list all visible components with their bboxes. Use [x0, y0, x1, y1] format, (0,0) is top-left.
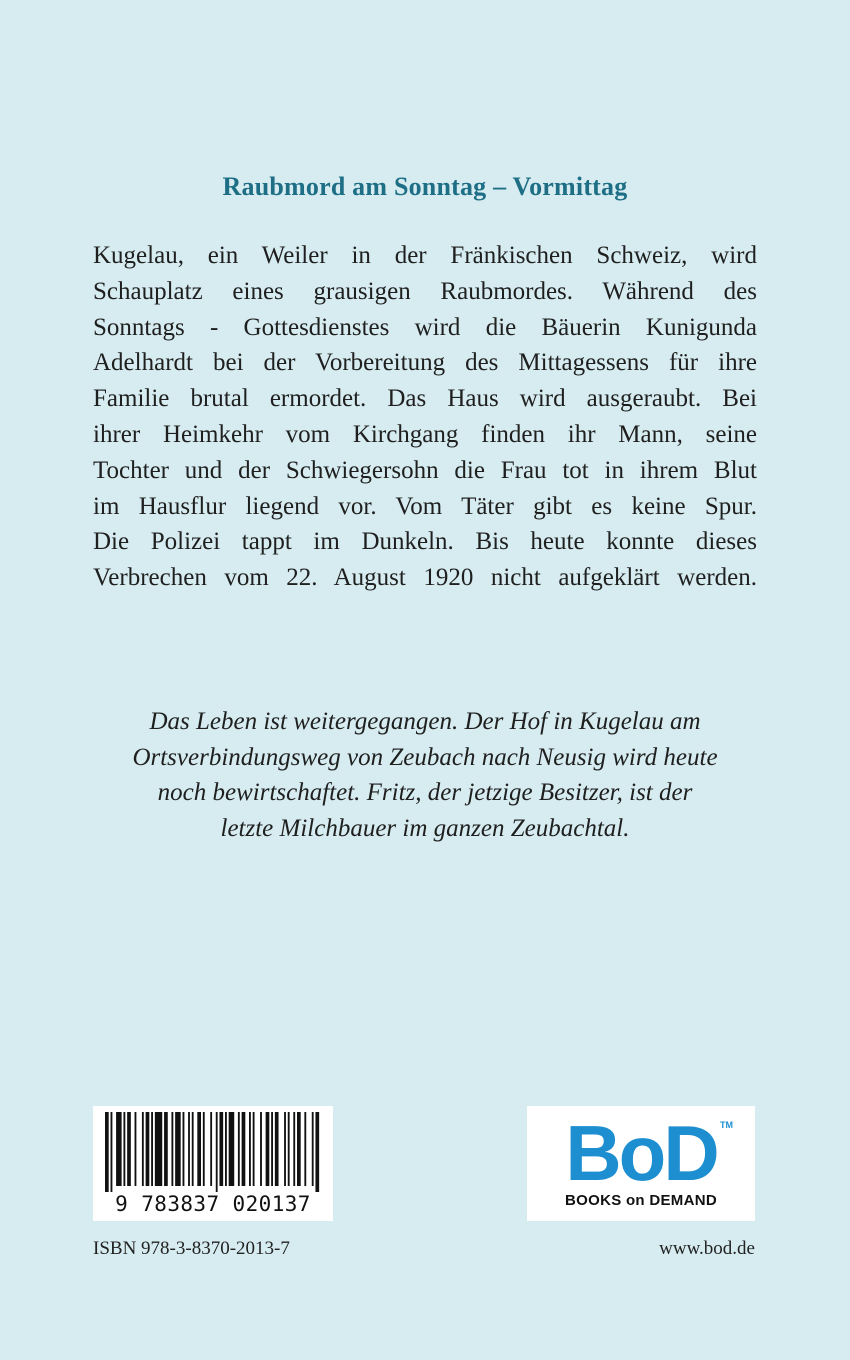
barcode-bar — [192, 1112, 194, 1186]
barcode-bar — [229, 1112, 235, 1186]
barcode-bar — [297, 1112, 301, 1186]
epilogue-paragraph — [0, 704, 850, 846]
epilogue-line: Ortsverbindungsweg von Zeubach nach Neusig wird heute — [132, 743, 718, 771]
bod-subtitle: BOOKS on DEMAND — [565, 1192, 717, 1209]
isbn-text: ISBN 978-3-8370-2013-7 — [93, 1238, 290, 1259]
barcode-bar — [312, 1112, 314, 1186]
barcode-bar — [216, 1112, 218, 1192]
barcode-bar — [253, 1112, 255, 1186]
epilogue-line: letzte Milchbauer im ganzen Zeubachtal. — [220, 814, 630, 842]
isbn-barcode — [93, 1106, 333, 1221]
barcode-bar — [288, 1112, 290, 1186]
barcode-bar — [219, 1112, 223, 1186]
barcode-bar — [266, 1112, 270, 1186]
barcode-digits: 9 783837 020137 — [115, 1192, 311, 1216]
synopsis-line: Sonntags - Gottesdienstes wird die Bäuerin Kunigunda — [93, 313, 757, 341]
barcode-bar — [210, 1112, 212, 1186]
barcode-bar — [105, 1112, 109, 1192]
synopsis-line: Schauplatz eines grausigen Raubmordes. Während des — [93, 277, 757, 305]
barcode-bar — [249, 1112, 251, 1186]
barcode-bar — [275, 1112, 279, 1186]
epilogue-line: noch bewirtschaftet. Fritz, der jetzige Besitzer, ist der — [157, 779, 693, 806]
barcode-bars — [105, 1112, 321, 1192]
synopsis-line: Die Polizei tappt im Dunkeln. Bis heute konnte dieses — [93, 528, 757, 556]
barcode-bar — [188, 1112, 190, 1186]
barcode-bar — [271, 1112, 273, 1186]
barcode-bar — [171, 1112, 173, 1186]
synopsis-paragraph — [93, 238, 757, 596]
publisher-website[interactable]: www.bod.de — [659, 1238, 755, 1259]
barcode-bar — [183, 1112, 185, 1186]
synopsis-line: Tochter und der Schwiegersohn die Frau tot in ihrem Blut — [93, 456, 757, 484]
synopsis-line: Verbrechen vom 22. August 1920 nicht aufgeklärt werden. — [93, 564, 757, 592]
barcode-bar — [116, 1112, 122, 1186]
barcode-bar — [135, 1112, 137, 1186]
barcode-bar — [123, 1112, 125, 1186]
barcode-bar — [242, 1112, 246, 1186]
bod-logo: BoD — [565, 1109, 717, 1197]
barcode-bar — [293, 1112, 295, 1186]
synopsis-line: Kugelau, ein Weiler in der Fränkischen Schweiz, wird — [93, 242, 757, 269]
barcode-bar — [284, 1112, 286, 1186]
barcode-bar — [146, 1112, 150, 1186]
barcode-bar — [225, 1112, 227, 1186]
synopsis-line: Familie brutal ermordet. Das Haus wird ausgeraubt. Bei — [93, 385, 757, 413]
synopsis-line: Adelhardt bei der Vorbereitung des Mittagessens für ihre — [93, 349, 757, 377]
barcode-bar — [260, 1112, 262, 1186]
barcode-bar — [197, 1112, 201, 1186]
synopsis-line: ihrer Heimkehr vom Kirchgang finden ihr Mann, seine — [93, 420, 757, 448]
trademark-mark: TM — [720, 1120, 733, 1130]
synopsis-line: im Hausflur liegend vor. Vom Täter gibt es keine Spur. — [93, 492, 757, 520]
barcode-bar — [203, 1112, 205, 1186]
barcode-bar — [175, 1112, 181, 1186]
barcode-bar — [238, 1112, 240, 1186]
barcode-bar — [304, 1112, 306, 1186]
epilogue-line: Das Leben ist weitergegangen. Der Hof in Kugelau am — [149, 708, 701, 735]
barcode-bar — [111, 1112, 113, 1192]
barcode-bar — [142, 1112, 144, 1186]
barcode-bar — [164, 1112, 168, 1186]
barcode-bar — [315, 1112, 319, 1192]
bod-logo-box — [527, 1106, 755, 1221]
back-cover-title: Raubmord am Sonntag – Vormittag — [222, 172, 628, 201]
barcode-bar — [155, 1112, 162, 1186]
barcode-bar — [151, 1112, 153, 1186]
barcode-bar — [127, 1112, 131, 1186]
